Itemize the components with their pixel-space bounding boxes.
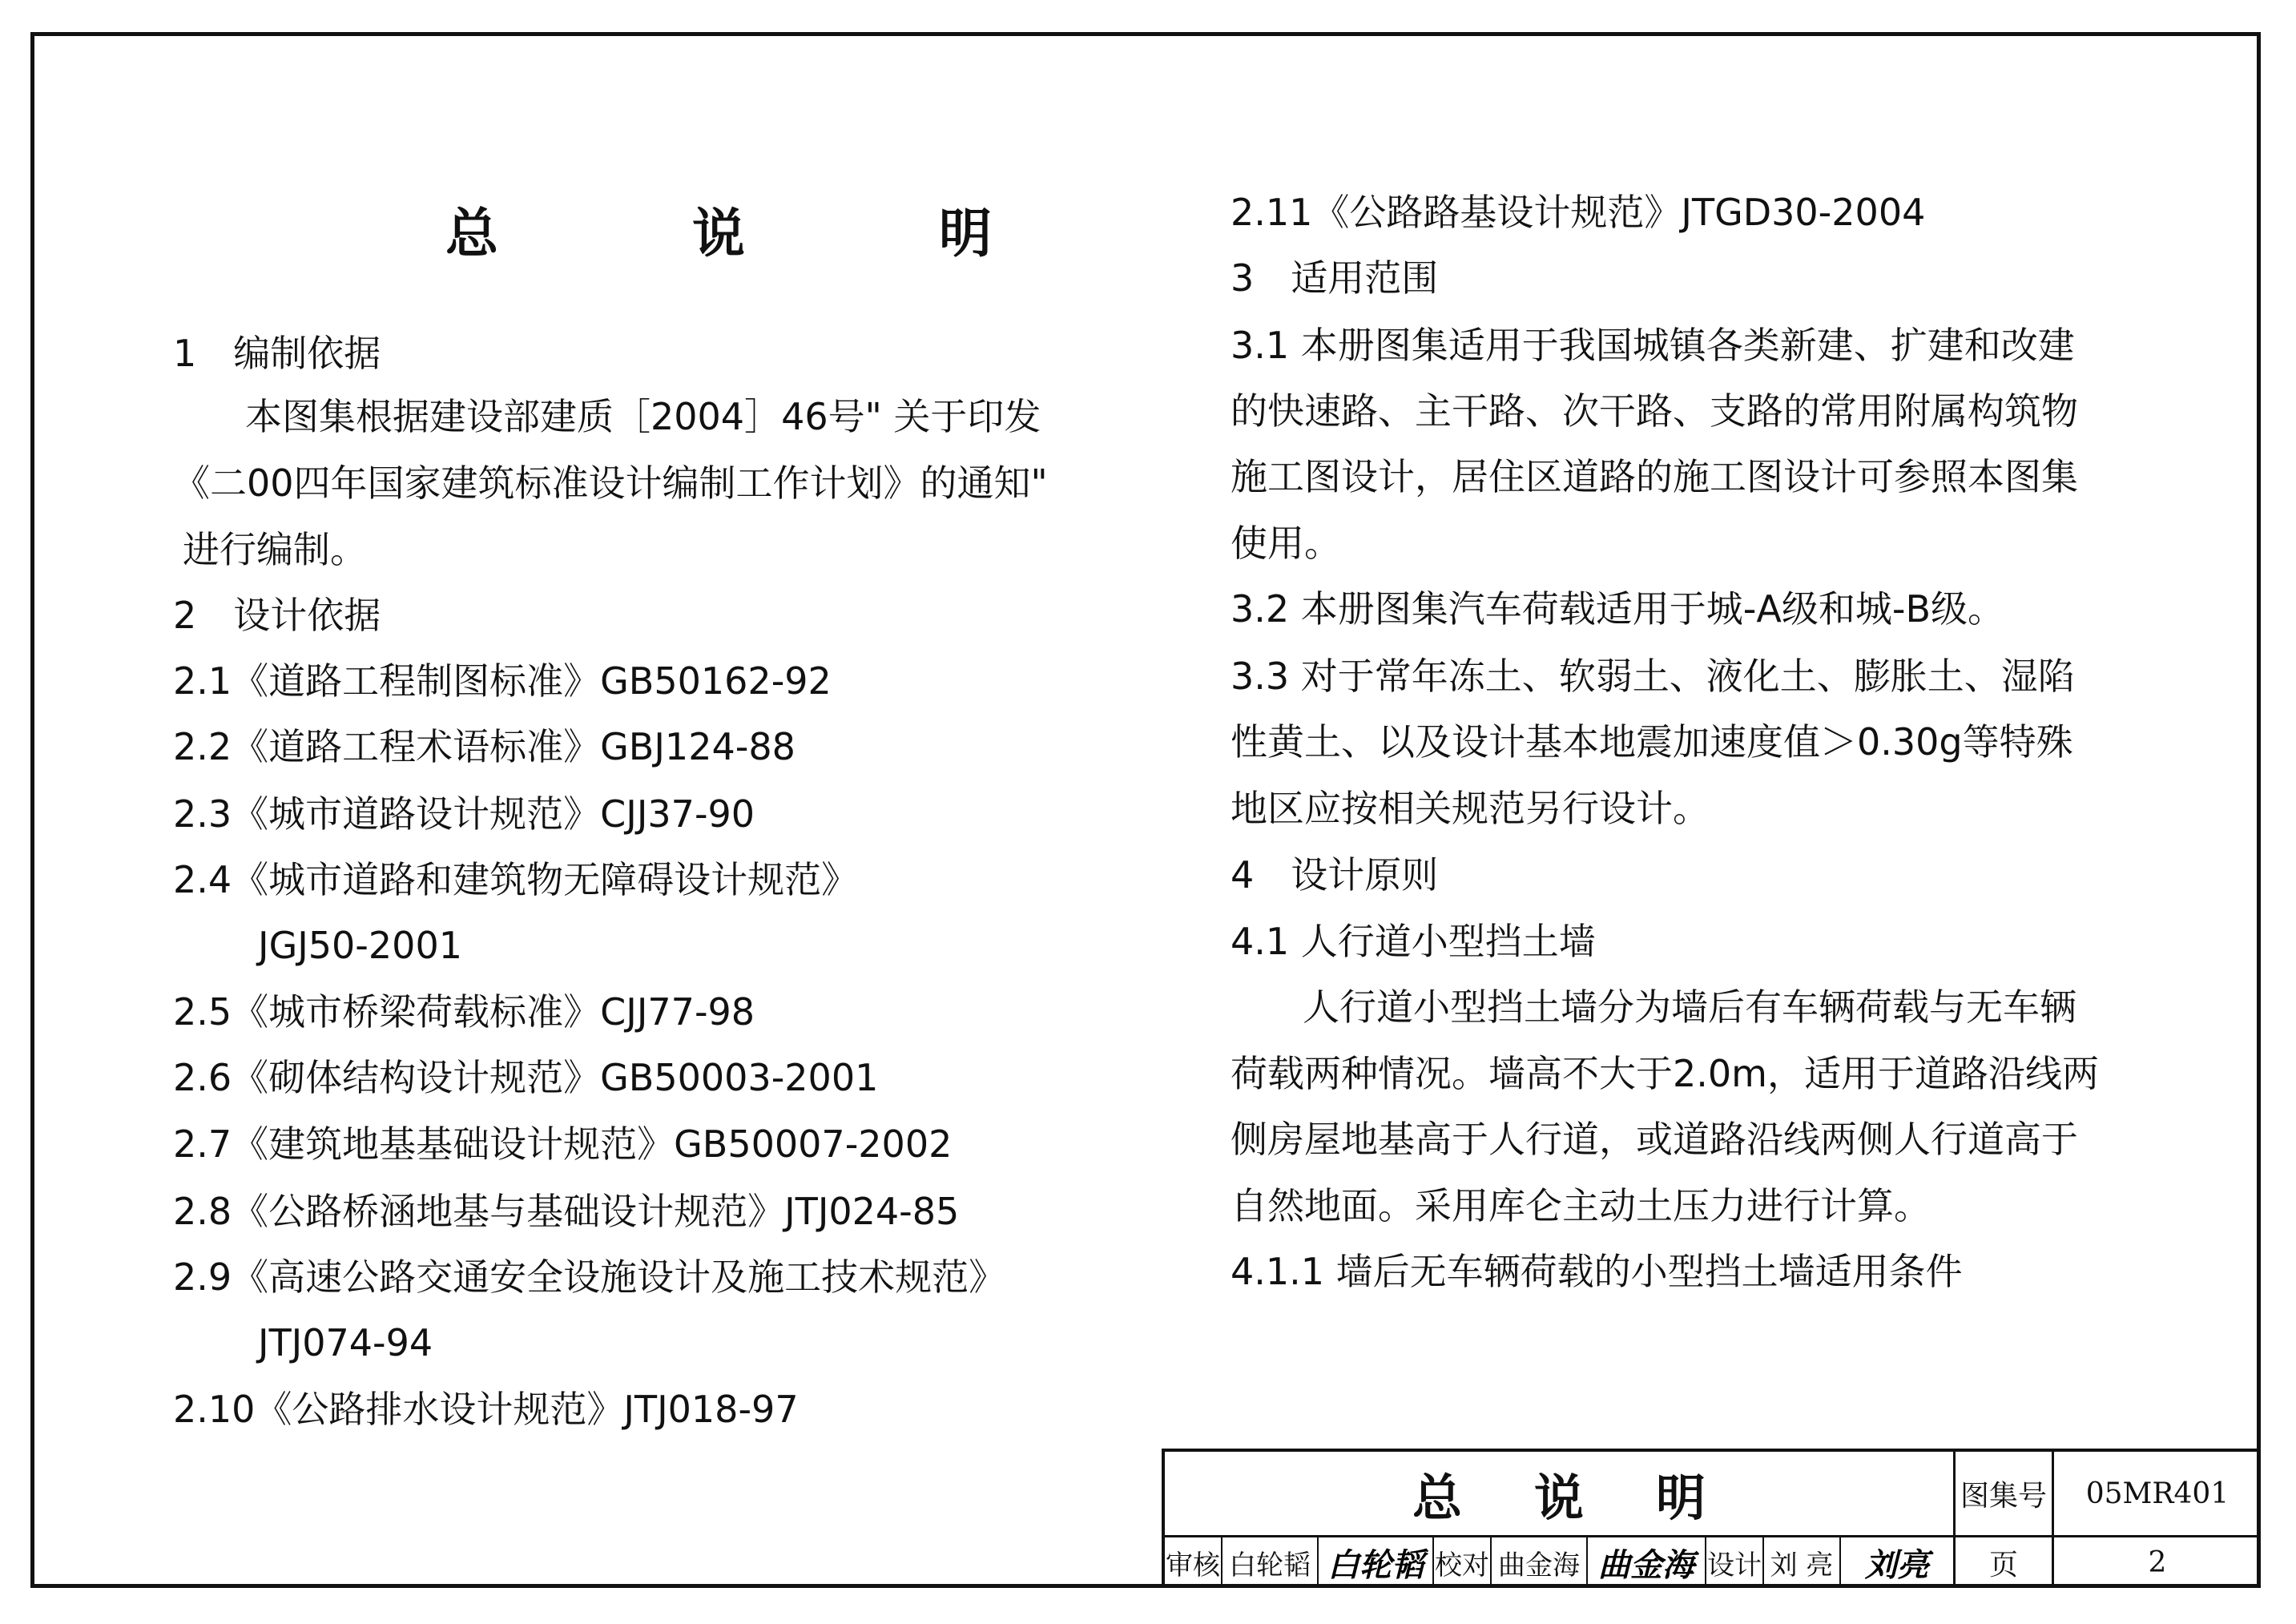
reference-item: 2.2《道路工程术语标准》GBJ124-88 (173, 725, 796, 768)
paragraph-line: 荷载两种情况。墙高不大于2.0m，适用于道路沿线两 (1231, 1052, 2099, 1095)
checker-name: 曲金海 (1492, 1537, 1588, 1588)
designer-name: 刘 亮 (1764, 1537, 1841, 1588)
section-heading: 3 适用范围 (1231, 256, 1439, 300)
reference-item: 2.10《公路排水设计规范》JTJ018-97 (173, 1388, 799, 1431)
title-block-title: 总说明 (1165, 1452, 1956, 1537)
subsection-heading: 4.1 人行道小型挡土墙 (1231, 920, 1596, 963)
paragraph-line: 施工图设计，居住区道路的施工图设计可参照本图集 (1231, 455, 2078, 498)
check-label: 校对 (1434, 1537, 1492, 1588)
reference-item: 2.7《建筑地基基础设计规范》GB50007-2002 (173, 1122, 953, 1166)
atlas-number: 05MR401 (2054, 1452, 2261, 1537)
page-title: 总 说 明 (445, 203, 1062, 264)
paragraph-line: 3.1 本册图集适用于我国城镇各类新建、扩建和改建 (1231, 324, 2075, 367)
paragraph-line: 进行编制。 (183, 528, 367, 571)
designer-signature: 刘亮 (1865, 1546, 1929, 1584)
reference-item: 2.5《城市桥梁荷载标准》CJJ77-98 (173, 990, 755, 1034)
reference-item: 2.6《砌体结构设计规范》GB50003-2001 (173, 1056, 879, 1099)
paragraph-line: 本图集根据建设部建质［2004］46号" 关于印发 (245, 395, 1041, 438)
paragraph-line: 3.2 本册图集汽车荷载适用于城-A级和城-B级。 (1231, 587, 2004, 631)
reviewer-signature: 白轮韬 (1319, 1537, 1434, 1588)
signature-row (1165, 1537, 1956, 1588)
page-number: 2 (2148, 1546, 2167, 1579)
reference-item: 2.11《公路路基设计规范》JTGD30-2004 (1231, 191, 1926, 234)
paragraph-line: 人行道小型挡土墙分为墙后有车辆荷载与无车辆 (1303, 985, 2076, 1029)
section-heading: 2 设计依据 (173, 594, 381, 637)
checker-signature: 曲金海 (1588, 1537, 1706, 1588)
reference-item: 2.3《城市道路设计规范》CJJ37-90 (173, 792, 755, 836)
section-heading: 1 编制依据 (173, 332, 381, 375)
paragraph-line: 自然地面。采用库仑主动土压力进行计算。 (1231, 1184, 1931, 1227)
atlas-number-label: 图集号 (1956, 1452, 2054, 1537)
subsection-heading: 4.1.1 墙后无车辆荷载的小型挡土墙适用条件 (1231, 1250, 1963, 1293)
reference-item: 2.4《城市道路和建筑物无障碍设计规范》 (173, 858, 859, 901)
section-heading: 4 设计原则 (1231, 853, 1439, 897)
page-label: 页 (1956, 1537, 2054, 1588)
paragraph-line: 《二00四年国家建筑标准设计编制工作计划》的通知" (173, 461, 1048, 505)
paragraph-line: 地区应按相关规范另行设计。 (1231, 787, 1710, 830)
paragraph-line: 3.3 对于常年冻土、软弱土、液化土、膨胀土、湿陷 (1231, 655, 2075, 698)
paragraph-line: 使用。 (1231, 522, 1341, 565)
reference-item: 2.1《道路工程制图标准》GB50162-92 (173, 659, 832, 703)
design-label: 设计 (1706, 1537, 1764, 1588)
review-label: 审核 (1165, 1537, 1223, 1588)
reference-item: 2.8《公路桥涵地基与基础设计规范》JTJ024-85 (173, 1190, 960, 1233)
reference-item: 2.9《高速公路交通安全设施设计及施工技术规范》 (173, 1255, 1006, 1299)
paragraph-line: 的快速路、主干路、次干路、支路的常用附属构筑物 (1231, 389, 2078, 433)
paragraph-line: 性黄土、以及设计基本地震加速度值＞0.30g等特殊 (1231, 720, 2073, 764)
title-block (1162, 1449, 2261, 1588)
paragraph-line: 侧房屋地基高于人行道，或道路沿线两侧人行道高于 (1231, 1118, 2078, 1161)
reference-item-code: JGJ50-2001 (258, 924, 462, 967)
reference-item-code: JTJ074-94 (258, 1321, 433, 1364)
reviewer-name: 白轮韬 (1223, 1537, 1319, 1588)
